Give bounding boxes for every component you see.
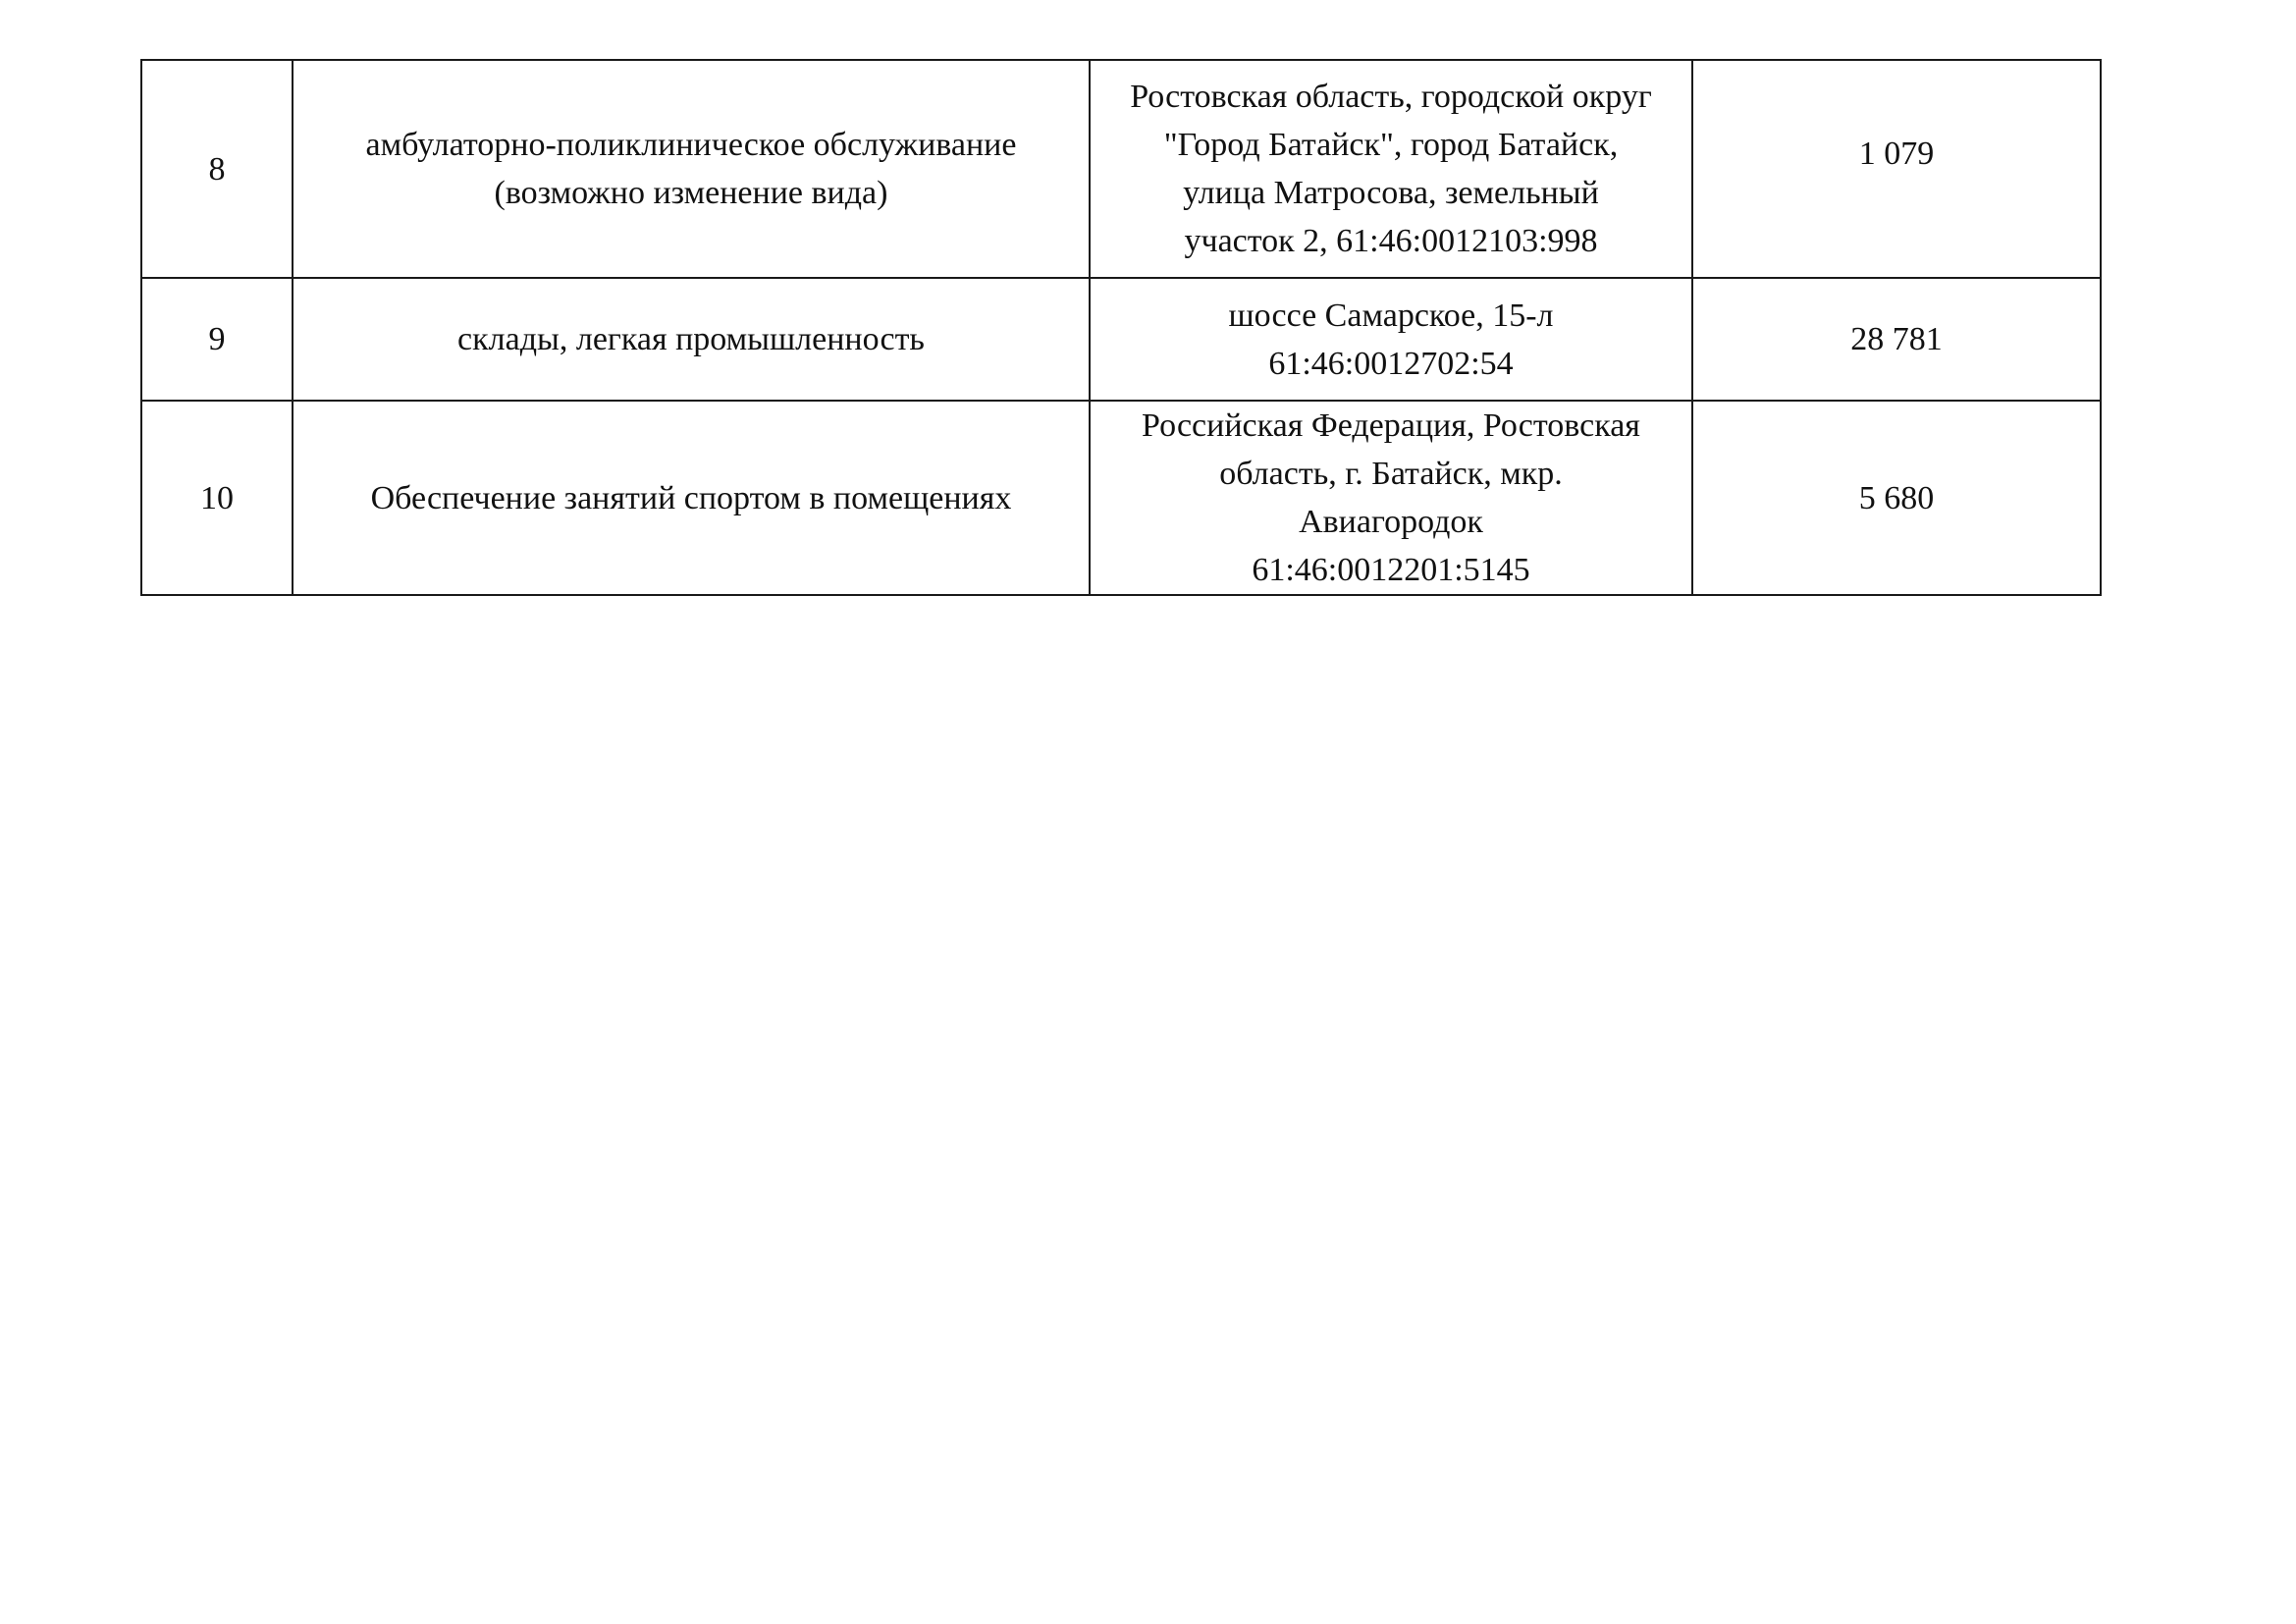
area-cell: [1692, 278, 2101, 401]
area-cell: [1692, 401, 2101, 595]
row-number-cell: [141, 401, 293, 595]
area-cell: [1692, 60, 2101, 278]
use-type-cell: [293, 278, 1090, 401]
address-cell: [1090, 60, 1692, 278]
use-type-cell: [293, 60, 1090, 278]
row-number: 10: [200, 479, 234, 516]
table-row: [141, 278, 2101, 401]
table-row: [141, 60, 2101, 278]
table-row: [141, 401, 2101, 595]
land-plots-table: [140, 59, 2102, 596]
use-type: Обеспечение занятий спортом в помещениях: [370, 479, 1012, 516]
row-number: 8: [208, 150, 226, 188]
address: Ростовская область, городской округ "Город Батайск", город Батайск, улица Матросова, земельный участок 2, 61:46:0012103:998: [1130, 79, 1652, 259]
use-type-cell: [293, 401, 1090, 595]
row-number: 9: [208, 321, 226, 357]
row-number-cell: [141, 60, 293, 278]
address: шоссе Самарское, 15-л 61:46:0012702:54: [1228, 297, 1554, 382]
use-type: амбулаторно-поликлиническое обслуживание (возможно изменение вида): [365, 127, 1017, 211]
address: Российская Федерация, Ростовская область, г. Батайск, мкр. Авиагородок 61:46:0012201:5145: [1142, 407, 1640, 588]
area-value: 5 680: [1858, 479, 1935, 516]
area-value: 28 781: [1850, 321, 1943, 357]
address-cell: [1090, 278, 1692, 401]
row-number-cell: [141, 278, 293, 401]
address-cell: [1090, 401, 1692, 595]
area-value: 1 079: [1858, 135, 1935, 172]
use-type: склады, легкая промышленность: [457, 321, 925, 357]
